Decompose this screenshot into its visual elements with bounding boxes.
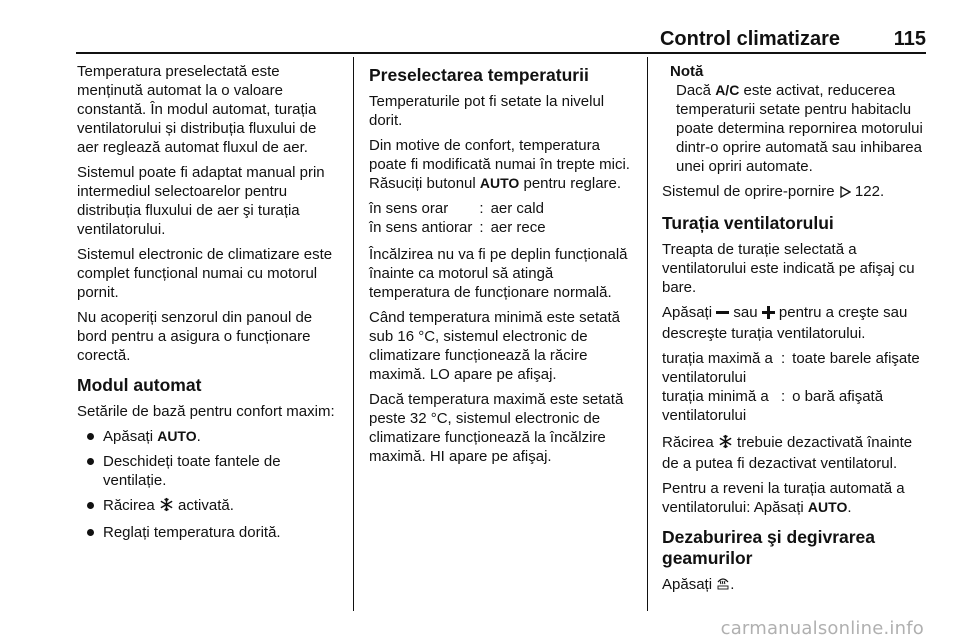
bullet-list (77, 427, 342, 542)
page-title: Control climatizare (659, 28, 840, 50)
table-value: aer cald (490, 200, 544, 217)
table-value: aer rece (490, 219, 546, 236)
section-heading-fan-speed: Turația ventilatorului (662, 213, 834, 233)
watermark: carmanualsonline.info (720, 618, 924, 639)
ac-button-label: A/C (715, 82, 740, 98)
minus-icon (716, 305, 729, 324)
paragraph: Sistemul poate fi adaptat manual prin intermediul selectoarelor pentru distribuția fluxului de aer şi turația ventilatorului. (77, 164, 325, 238)
column-divider-2 (647, 57, 648, 611)
snowflake-icon (718, 434, 733, 454)
table-row: turația maximă a ventilatorului : toate barele afişate (662, 350, 920, 386)
table-key: în sens orar (369, 200, 449, 217)
table-row: în sens orar : aer cald (369, 200, 544, 217)
table-row: în sens antiorar : aer rece (369, 219, 546, 236)
paragraph: Sistemul electronic de climatizare este complet funcțional numai cu motorul pornit. (77, 246, 333, 301)
column-1 (77, 62, 342, 548)
note-title: Notă (670, 63, 704, 80)
paragraph: Apăsați . (662, 575, 930, 596)
knob-direction-table (369, 199, 546, 237)
table-value: toate barele afişate (792, 350, 920, 367)
section-heading-temperature: Preselectarea temperaturii (369, 65, 589, 85)
paragraph: Setările de bază pentru confort maxim: (77, 403, 335, 420)
paragraph: Nu acoperiți senzorul din panoul de bord pentru a asigura o funcționare corectă. (77, 309, 313, 364)
fan-speed-table (662, 349, 920, 425)
column-divider-1 (353, 57, 354, 611)
paragraph: Temperatura preselectată este menținută automat la o valoare constantă. În modul automat, turația ventilatorului și distribuția fluxului de aer reglează automat fluxul de aer. (77, 63, 317, 156)
paragraph: Sistemul de oprire-pornire 122. (662, 182, 930, 203)
page-number: 115 (893, 28, 926, 50)
paragraph: Apăsați sau pentru a creşte sau descreşte turația ventilatorului. (662, 304, 908, 342)
paragraph: Răcirea trebuie dezactivată înainte de a putea fi dezactivat ventilatorul. (662, 434, 913, 472)
paragraph: Din motive de confort, temperatura poate fi modificată numai în trepte mici. Răsuciți butonul AUTO pentru reglare. (369, 137, 630, 192)
plus-icon (762, 305, 775, 324)
snowflake-icon (159, 497, 174, 517)
table-key: în sens antiorar (369, 219, 473, 236)
auto-button-label: AUTO (157, 428, 197, 444)
list-item: Apăsați AUTO. (77, 427, 342, 446)
page-header (76, 22, 926, 54)
table-row: turația minimă a ventilatorului : o bară afişată (662, 387, 920, 425)
auto-button-label: AUTO (479, 175, 520, 191)
note-text: Dacă A/C este activat, reducerea temperaturii setate pentru habitaclu poate determina repornirea motorului dintr-o oprire automată sau inhibarea unei opriri automate. (676, 82, 923, 175)
list-item: Deschideți toate fantele de ventilație. (77, 452, 342, 490)
header-divider (76, 52, 926, 54)
column-2 (369, 62, 637, 472)
defrost-max-icon (716, 575, 730, 596)
section-heading-defrost: Dezaburirea şi degivrarea geamurilor (662, 527, 876, 568)
auto-button-label: AUTO (807, 499, 848, 515)
arrow-right-icon (839, 184, 851, 203)
table-value: o bară afişată (792, 388, 884, 405)
paragraph: Pentru a reveni la turația automată a ventilatorului: Apăsați AUTO. (662, 480, 905, 516)
paragraph: Treapta de turație selectată a ventilatorului este indicată pe afişaj cu bare. (662, 241, 915, 296)
paragraph: Când temperatura minimă este setată sub 16 °C, sistemul electronic de climatizare funcționează la răcire maximă. LO apare pe afişaj. (369, 309, 620, 383)
list-item: Reglați temperatura dorită. (77, 523, 342, 542)
list-item: Răcirea activată. (77, 496, 342, 517)
paragraph: Temperaturile pot fi setate la nivelul dorit. (369, 93, 605, 129)
table-key: turația minimă a ventilatorului (662, 388, 769, 424)
section-heading-auto-mode: Modul automat (77, 375, 202, 395)
table-key: turația maximă a ventilatorului (662, 350, 773, 386)
note-box (662, 62, 930, 176)
page-reference[interactable]: 122. (854, 183, 885, 200)
paragraph: Dacă temperatura maximă este setată peste 32 °C, sistemul electronic de climatizare funcționează la încălzire maximă. HI apare pe afişaj. (369, 391, 624, 465)
column-3 (662, 62, 930, 602)
paragraph: Încălzirea nu va fi pe deplin funcțională înainte ca motorul să atingă temperatura de funcționare normală. (369, 246, 628, 301)
